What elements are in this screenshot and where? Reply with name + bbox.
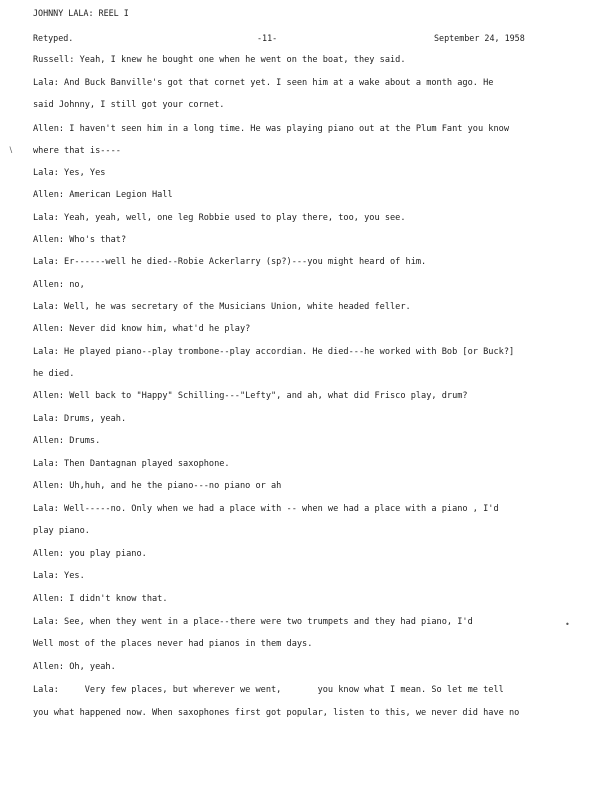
transcript-line: Lala: Very few places, but wherever we went, you know what I mean. So let me tell (33, 685, 504, 695)
transcript-line: Allen: Never did know him, what'd he play? (33, 324, 251, 334)
transcript-line: Lala: Er------well he died--Robie Ackerlarry (sp?)---you might heard of him. (33, 257, 427, 267)
stray-mark: • (565, 620, 570, 629)
transcript-line: he died. (33, 369, 75, 379)
transcript-line: Russell: Yeah, I knew he bought one when he went on the boat, they said. (33, 55, 406, 65)
transcript-line: Allen: I didn't know that. (33, 594, 168, 604)
transcript-line: Lala: He played piano--play trombone--play accordian. He died---he worked with Bob [or Buck?] (33, 347, 515, 357)
retyped-note: Retyped. (33, 33, 74, 43)
transcript-line: Lala: And Buck Banville's got that cornet yet. I seen him at a wake about a month ago. He (33, 78, 494, 88)
transcript-line: Allen: Uh,huh, and he the piano---no piano or ah (33, 481, 282, 491)
transcript-line: Lala: Yes, Yes (33, 168, 106, 178)
document-date: September 24, 1958 (434, 33, 525, 43)
transcript-line: Lala: Drums, yeah. (33, 414, 127, 424)
transcript-line: Allen: Well back to "Happy" Schilling---"Lefty", and ah, what did Frisco play, drum? (33, 391, 468, 401)
transcript-line: Lala: Yes. (33, 571, 85, 581)
transcript-line: Allen: Who's that? (33, 235, 127, 245)
transcript-line: play piano. (33, 526, 90, 536)
transcript-line: Lala: See, when they went in a place--there were two trumpets and they had piano, I'd (33, 617, 473, 627)
transcript-line: where that is---- (33, 146, 121, 156)
transcript-line: Well most of the places never had pianos in them days. (33, 639, 313, 649)
transcript-line: said Johnny, I still got your cornet. (33, 100, 225, 110)
transcript-line: Lala: Well-----no. Only when we had a place with -- when we had a place with a piano , I'd (33, 504, 499, 514)
document-title: JOHNNY LALA: REEL I (33, 8, 129, 18)
transcript-line: Allen: I haven't seen him in a long time. He was playing piano out at the Plum Fant you know (33, 124, 509, 134)
transcript-line: Allen: Drums. (33, 436, 101, 446)
transcript-line: Allen: no, (33, 280, 85, 290)
stray-mark: ∖ (8, 146, 14, 155)
transcript-line: Allen: Oh, yeah. (33, 662, 116, 672)
transcript-line: you what happened now. When saxophones first got popular, listen to this, we never did have no (33, 708, 520, 718)
page-number: -11- (257, 33, 278, 43)
transcript-line: Allen: you play piano. (33, 549, 147, 559)
transcript-line: Lala: Then Dantagnan played saxophone. (33, 459, 230, 469)
transcript-line: Allen: American Legion Hall (33, 190, 173, 200)
transcript-line: Lala: Well, he was secretary of the Musicians Union, white headed feller. (33, 302, 411, 312)
transcript-line: Lala: Yeah, yeah, well, one leg Robbie used to play there, too, you see. (33, 213, 406, 223)
